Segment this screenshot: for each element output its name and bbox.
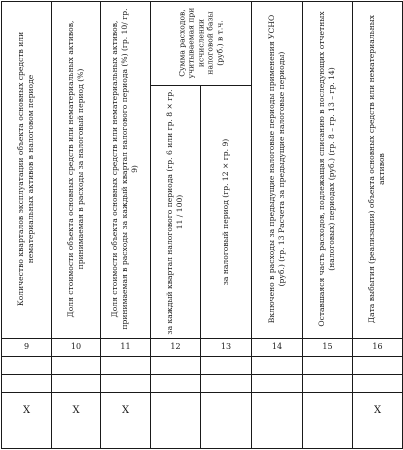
table-left-border bbox=[1, 1, 2, 449]
col-divider-14-15 bbox=[302, 1, 303, 449]
col-divider-10-11 bbox=[100, 1, 101, 449]
x-mark-col-11: X bbox=[121, 405, 130, 416]
column-number-13: 13 bbox=[220, 342, 232, 351]
header-col-15: Оставшаяся часть расходов, подлежащая списанию в последующих отчетных (налоговых) периодах (руб.) (гр. 8 – гр. 13 – гр. 14) bbox=[316, 11, 336, 327]
header-col-12: за каждый квартал налогового периода (гр. 6 или гр. 8 × гр. 11 / 100) bbox=[164, 88, 184, 335]
col-divider-11-12 bbox=[150, 1, 151, 449]
column-number-14: 14 bbox=[271, 342, 283, 351]
column-number-16: 16 bbox=[372, 342, 383, 351]
header-col-11: Доля стоимости объекта основных средств или нематериальных активов, принимаемая в расходы за каждый квартал налогового периода (%) (гр. 10/ гр. 9) bbox=[109, 8, 140, 330]
x-mark-col-9: X bbox=[22, 405, 31, 416]
header-col-10: Доля стоимости объекта основных средств или нематериальных активов, принимаемая в расходы за налоговый период (%) bbox=[65, 20, 85, 318]
column-number-12: 12 bbox=[170, 342, 181, 351]
header-col-14: Включено в расходы за предыдущие налоговые периоды применения УСНО (руб.) (гр. 13 Расчета за предыдущие налоговые периоды) bbox=[266, 14, 286, 324]
col-divider-9-10 bbox=[51, 1, 52, 449]
table-top-border bbox=[1, 1, 402, 2]
col-divider-15-16 bbox=[352, 1, 353, 449]
header-col-9: Количество кварталов эксплуатации объекта основных средств или нематериальных активов в налоговом периоде bbox=[15, 31, 35, 307]
row-rule-1 bbox=[1, 374, 402, 375]
column-number-11: 11 bbox=[120, 342, 131, 351]
number-row-bottom-rule bbox=[1, 356, 402, 357]
row-rule-2 bbox=[1, 392, 402, 393]
header-col-16: Дата выбытия (реализации) объекта основных средств или нематериальных активов bbox=[366, 14, 386, 324]
x-mark-col-16: X bbox=[373, 405, 382, 416]
col-divider-13-14 bbox=[251, 1, 252, 449]
header-bottom-rule bbox=[1, 338, 402, 339]
header-group-12-13: Сумма расходов, учитываемая при исчислении налоговой базы (руб.) в т.ч. bbox=[176, 7, 224, 79]
column-number-10: 10 bbox=[70, 342, 82, 351]
table-bottom-border bbox=[1, 448, 402, 449]
column-number-9: 9 bbox=[23, 342, 30, 351]
x-mark-col-10: X bbox=[72, 405, 80, 416]
column-number-15: 15 bbox=[322, 342, 333, 351]
col-divider-12-13 bbox=[200, 85, 201, 449]
header-col-13: за налоговый период (гр. 12 × гр. 9) bbox=[220, 138, 230, 285]
